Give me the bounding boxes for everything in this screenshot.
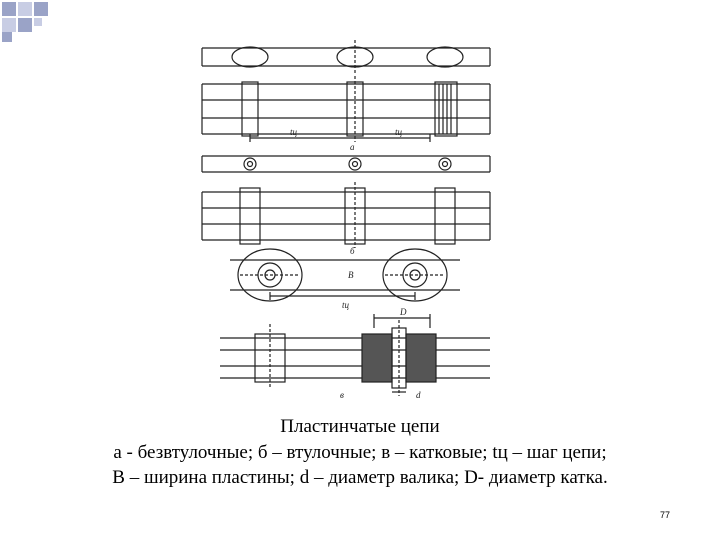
chain-a-side-view	[202, 76, 490, 142]
label-d: d	[416, 390, 421, 400]
label-B: B	[348, 270, 354, 280]
caption-line-2: B – ширина пластины; d – диаметр валика; D- диаметр катка.	[112, 467, 608, 488]
chain-a-top-view	[202, 40, 490, 74]
label-t3: tц	[342, 300, 350, 310]
label-b: б	[350, 246, 355, 256]
slide-title: Пластинчатые цепи	[280, 416, 440, 437]
caption-line-1: а - безвтулочные; б – втулочные; в – катковые; tц – шаг цепи;	[113, 442, 607, 463]
chain-b-top-view	[202, 156, 490, 172]
page-number: 77	[660, 510, 671, 520]
label-D: D	[400, 307, 407, 317]
label-t1: tц	[290, 127, 298, 137]
chain-c-top-view	[230, 249, 460, 301]
chain-c-side-view	[220, 314, 490, 396]
plate-chains-drawing	[130, 38, 510, 400]
label-t2: tц	[395, 127, 403, 137]
chain-b-side-view	[202, 182, 490, 248]
label-v: в	[340, 390, 344, 400]
corner-decoration	[0, 0, 60, 44]
label-a: а	[350, 142, 355, 152]
